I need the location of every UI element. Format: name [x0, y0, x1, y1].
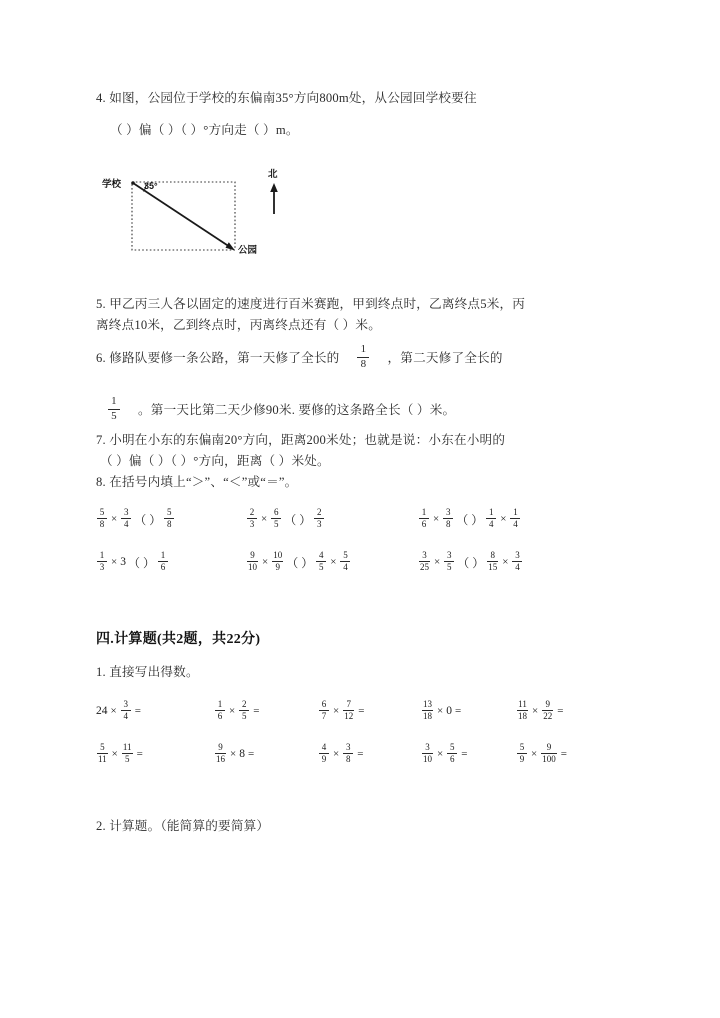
fraction-denominator: 4 [488, 519, 494, 529]
calc-expression [318, 700, 367, 722]
operator: × [531, 748, 538, 760]
fraction [517, 742, 527, 764]
operator: × [230, 748, 237, 760]
fraction [272, 550, 283, 572]
fraction [158, 550, 168, 572]
fraction [517, 699, 528, 721]
comparison-answer-blank[interactable]: （ ） [134, 512, 162, 527]
question-8-title: 8. 在括号内填上“＞”、“＜”或“＝”。 [96, 475, 298, 489]
fraction-denominator: 4 [123, 711, 128, 721]
fraction [247, 507, 257, 529]
fraction-numerator: 3 [446, 550, 452, 560]
diagram-label-park: 公园 [238, 245, 258, 256]
compare-item [246, 508, 325, 530]
question-7-line-2: （ ）偏（ ）（ ）°方向，距离（ ）米处。 [100, 454, 330, 468]
question-6-line-1 [96, 344, 630, 372]
fraction-numerator: 5 [343, 550, 348, 560]
question-6-line-2 [96, 396, 630, 424]
question-5 [96, 294, 630, 336]
calc-expression [421, 700, 464, 722]
fraction-denominator: 100 [542, 754, 556, 764]
comparison-answer-blank[interactable]: （ ） [286, 555, 314, 570]
fraction [343, 742, 353, 764]
operator: = [358, 705, 365, 717]
fraction-numerator: 7 [346, 699, 351, 709]
compare-left-expression [246, 551, 284, 573]
fraction-numerator: 5 [99, 507, 105, 517]
fraction [419, 507, 429, 529]
fraction [487, 550, 498, 572]
fraction-numerator: 4 [318, 550, 324, 560]
fraction-denominator: 9 [321, 754, 327, 764]
operator: = [247, 748, 255, 760]
fraction-denominator: 22 [543, 711, 553, 721]
operator: = [136, 748, 143, 760]
compare-item [96, 508, 175, 530]
fraction-numerator: 8 [490, 550, 495, 560]
fraction-numerator: 2 [249, 507, 255, 517]
fraction-numerator: 2 [316, 507, 322, 517]
diagram-angle-label: 35° [144, 181, 158, 191]
fraction-denominator: 3 [99, 562, 105, 572]
calc-row [96, 743, 630, 786]
operator: × [229, 705, 236, 717]
fraction-numerator: 3 [422, 550, 427, 560]
fraction [121, 507, 131, 529]
fraction [422, 699, 433, 721]
fraction-denominator: 16 [216, 754, 225, 764]
fraction-numerator: 5 [449, 742, 455, 752]
fraction [542, 699, 553, 721]
fraction-numerator: 4 [321, 742, 327, 752]
fraction-denominator: 8 [166, 519, 172, 529]
fraction [122, 742, 133, 764]
compare-rows [96, 508, 630, 594]
calc-rows [96, 700, 630, 786]
fraction [419, 550, 430, 572]
fraction [319, 699, 329, 721]
section-4-sub-1: 1. 直接写出得数。 [96, 665, 199, 679]
diagram-route-arrowhead [226, 242, 236, 250]
fraction-numerator: 3 [123, 507, 129, 517]
section-4-sub-1-wrap [96, 662, 630, 683]
operator: × [532, 705, 539, 717]
compare-left-expression [418, 551, 455, 573]
comparison-answer-blank[interactable]: （ ） [127, 555, 155, 570]
operator: × [111, 513, 118, 525]
fraction-denominator: 11 [98, 754, 107, 764]
integer: 0 [446, 705, 452, 717]
question-6-text-part-3: 。第一天比第二天少修90米. 要修的这条路全长（ ）米。 [138, 402, 456, 417]
diagram-route-line [133, 183, 230, 247]
fraction [510, 507, 520, 529]
integer: 8 [239, 748, 245, 760]
fraction-denominator: 15 [488, 562, 498, 572]
fraction-numerator: 3 [515, 550, 520, 560]
diagram-label-school: 学校 [102, 179, 122, 190]
fraction-denominator: 4 [343, 562, 348, 572]
fraction-denominator: 12 [344, 711, 354, 721]
fraction [239, 699, 249, 721]
fraction-denominator: 18 [518, 711, 527, 721]
question-6-text-part-2: ，第二天修了全长的 [387, 350, 503, 365]
question-6-text-part-1: 6. 修路队要修一条公路，第一天修了全长的 [96, 350, 340, 365]
calc-expression [214, 700, 262, 722]
fraction-numerator: 1 [488, 507, 494, 517]
operator: × [500, 513, 507, 525]
compare-item [418, 551, 523, 573]
comparison-answer-blank[interactable]: （ ） [457, 555, 485, 570]
section-4-sub-2-wrap [96, 816, 630, 837]
question-5-line-1: 5. 甲乙丙三人各以固定的速度进行百米赛跑，甲到终点时，乙离终点5米，丙 [96, 297, 526, 311]
fraction [314, 507, 324, 529]
operator: × [111, 556, 118, 568]
question-6-fraction-2 [108, 395, 120, 423]
fraction [121, 699, 131, 721]
fraction-denominator: 7 [321, 711, 327, 721]
fraction-numerator: 11 [122, 742, 132, 752]
operator: × [434, 556, 441, 568]
operator: × [262, 556, 269, 568]
section-4-heading: 四.计算题(共2题，共22分) [96, 632, 261, 647]
calc-expression [96, 700, 144, 722]
fraction-numerator: 6 [321, 699, 327, 709]
fraction-denominator: 3 [316, 519, 322, 529]
question-6 [96, 344, 630, 424]
operator: = [357, 748, 364, 760]
fraction-denominator: 4 [123, 519, 129, 529]
fraction-denominator: 8 [99, 519, 105, 529]
operator: = [454, 705, 462, 717]
operator: × [437, 705, 444, 717]
fraction-denominator: 5 [111, 410, 117, 422]
calc-rows-container [96, 700, 630, 786]
calc-expression [516, 700, 566, 722]
question-7-line-1: 7. 小明在小东的东偏南20°方向，距离200米处；也就是说：小东在小明的 [96, 433, 506, 447]
calc-row [96, 700, 630, 743]
fraction [512, 550, 522, 572]
operator: = [461, 748, 468, 760]
fraction-numerator: 2 [241, 699, 247, 709]
operator: × [330, 556, 337, 568]
fraction [215, 699, 225, 721]
school-park-diagram [102, 168, 317, 268]
question-4-line-1: 4. 如图，公园位于学校的东偏南35°方向800m处，从公园回学校要往 [96, 91, 477, 105]
fraction-numerator: 9 [250, 550, 255, 560]
fraction-numerator: 3 [123, 699, 128, 709]
fraction-numerator: 9 [545, 699, 550, 709]
fraction-denominator: 3 [249, 519, 255, 529]
fraction-denominator: 8 [345, 754, 351, 764]
operator: × [502, 556, 509, 568]
fraction-denominator: 5 [124, 754, 130, 764]
diagram-label-north: 北 [268, 169, 278, 180]
fraction-numerator: 1 [421, 507, 427, 517]
diagram-school-point [131, 181, 135, 185]
operator: × [110, 705, 117, 717]
fraction [319, 742, 329, 764]
fraction [443, 507, 453, 529]
calc-expression [421, 743, 470, 765]
question-6-fraction-1 [357, 343, 369, 371]
fraction-numerator: 5 [100, 742, 105, 752]
fraction-numerator: 9 [218, 742, 223, 752]
fraction-numerator: 1 [111, 395, 117, 407]
fraction-numerator: 13 [423, 699, 432, 709]
operator: × [333, 705, 340, 717]
fraction-denominator: 5 [241, 711, 247, 721]
fraction-numerator: 3 [345, 742, 351, 752]
fraction [316, 550, 326, 572]
compare-right-expression [163, 508, 175, 530]
fraction-denominator: 4 [513, 519, 518, 529]
fraction-denominator: 25 [420, 562, 429, 572]
compare-right-expression [313, 508, 325, 530]
fraction-numerator: 1 [513, 507, 518, 517]
fraction [486, 507, 496, 529]
fraction [164, 507, 174, 529]
fraction [97, 742, 108, 764]
section-4-sub-2: 2. 计算题。（能简算的要简算） [96, 819, 270, 833]
compare-item [96, 551, 169, 573]
fraction [247, 550, 258, 572]
section-4-heading-wrap [96, 628, 630, 648]
compare-right-expression [315, 551, 351, 573]
fraction-denominator: 9 [519, 754, 525, 764]
compare-left-expression [418, 508, 454, 530]
fraction-denominator: 6 [160, 562, 166, 572]
question-4-line-2: （ ）偏（ ）（ ）°方向走（ ）m。 [110, 123, 299, 137]
fraction [340, 550, 350, 572]
compare-item [418, 508, 521, 530]
fraction-numerator: 6 [273, 507, 279, 517]
compare-left-expression [96, 508, 132, 530]
fraction-denominator: 6 [449, 754, 455, 764]
fraction-denominator: 10 [423, 754, 432, 764]
fraction-numerator: 11 [518, 699, 527, 709]
fraction-numerator: 1 [360, 343, 367, 355]
compare-row [96, 508, 630, 551]
operator: = [253, 705, 260, 717]
fraction-numerator: 3 [425, 742, 430, 752]
fraction-denominator: 5 [446, 562, 452, 572]
fraction-numerator: 9 [546, 742, 552, 752]
fraction [215, 742, 226, 764]
fraction-numerator: 1 [99, 550, 105, 560]
calc-expression [516, 743, 570, 765]
fraction-denominator: 10 [248, 562, 257, 572]
integer: 24 [96, 705, 108, 717]
compare-left-expression [246, 508, 282, 530]
fraction-denominator: 4 [515, 562, 520, 572]
integer: 3 [120, 556, 126, 568]
fraction [97, 507, 107, 529]
operator: = [560, 748, 567, 760]
compare-right-expression [485, 508, 521, 530]
compare-right-expression [486, 551, 523, 573]
calc-expression [214, 743, 257, 765]
fraction-denominator: 8 [360, 358, 367, 370]
diagram-svg [102, 168, 317, 268]
question-4 [96, 88, 630, 141]
compare-rows-container [96, 508, 630, 594]
comparison-answer-blank[interactable]: （ ） [456, 512, 484, 527]
fraction-denominator: 8 [445, 519, 451, 529]
fraction-denominator: 6 [217, 711, 223, 721]
operator: × [333, 748, 340, 760]
operator: × [261, 513, 268, 525]
north-arrow-head [270, 183, 278, 192]
operator: × [433, 513, 440, 525]
fraction [422, 742, 433, 764]
question-8 [96, 472, 630, 493]
fraction-denominator: 5 [318, 562, 324, 572]
calc-expression [96, 743, 146, 765]
fraction-denominator: 9 [275, 562, 280, 572]
operator: × [111, 748, 118, 760]
fraction-numerator: 1 [217, 699, 223, 709]
fraction [447, 742, 457, 764]
fraction-numerator: 1 [160, 550, 166, 560]
operator: × [437, 748, 444, 760]
fraction-numerator: 5 [519, 742, 525, 752]
compare-row [96, 551, 630, 594]
fraction [444, 550, 454, 572]
fraction-numerator: 10 [273, 550, 283, 560]
operator: = [134, 705, 141, 717]
fraction-numerator: 5 [166, 507, 172, 517]
fraction [541, 742, 557, 764]
question-7 [96, 430, 630, 472]
fraction-denominator: 6 [421, 519, 427, 529]
calc-expression [318, 743, 366, 765]
compare-item [246, 551, 351, 573]
fraction-numerator: 3 [445, 507, 451, 517]
operator: = [557, 705, 564, 717]
fraction [97, 550, 107, 572]
question-5-line-2: 离终点10米，乙到终点时，丙离终点还有（ ）米。 [96, 318, 382, 332]
fraction-denominator: 5 [273, 519, 279, 529]
fraction [343, 699, 354, 721]
fraction-denominator: 18 [423, 711, 432, 721]
comparison-answer-blank[interactable]: （ ） [284, 512, 312, 527]
compare-right-expression [157, 551, 169, 573]
fraction [271, 507, 281, 529]
compare-left-expression [96, 551, 126, 573]
